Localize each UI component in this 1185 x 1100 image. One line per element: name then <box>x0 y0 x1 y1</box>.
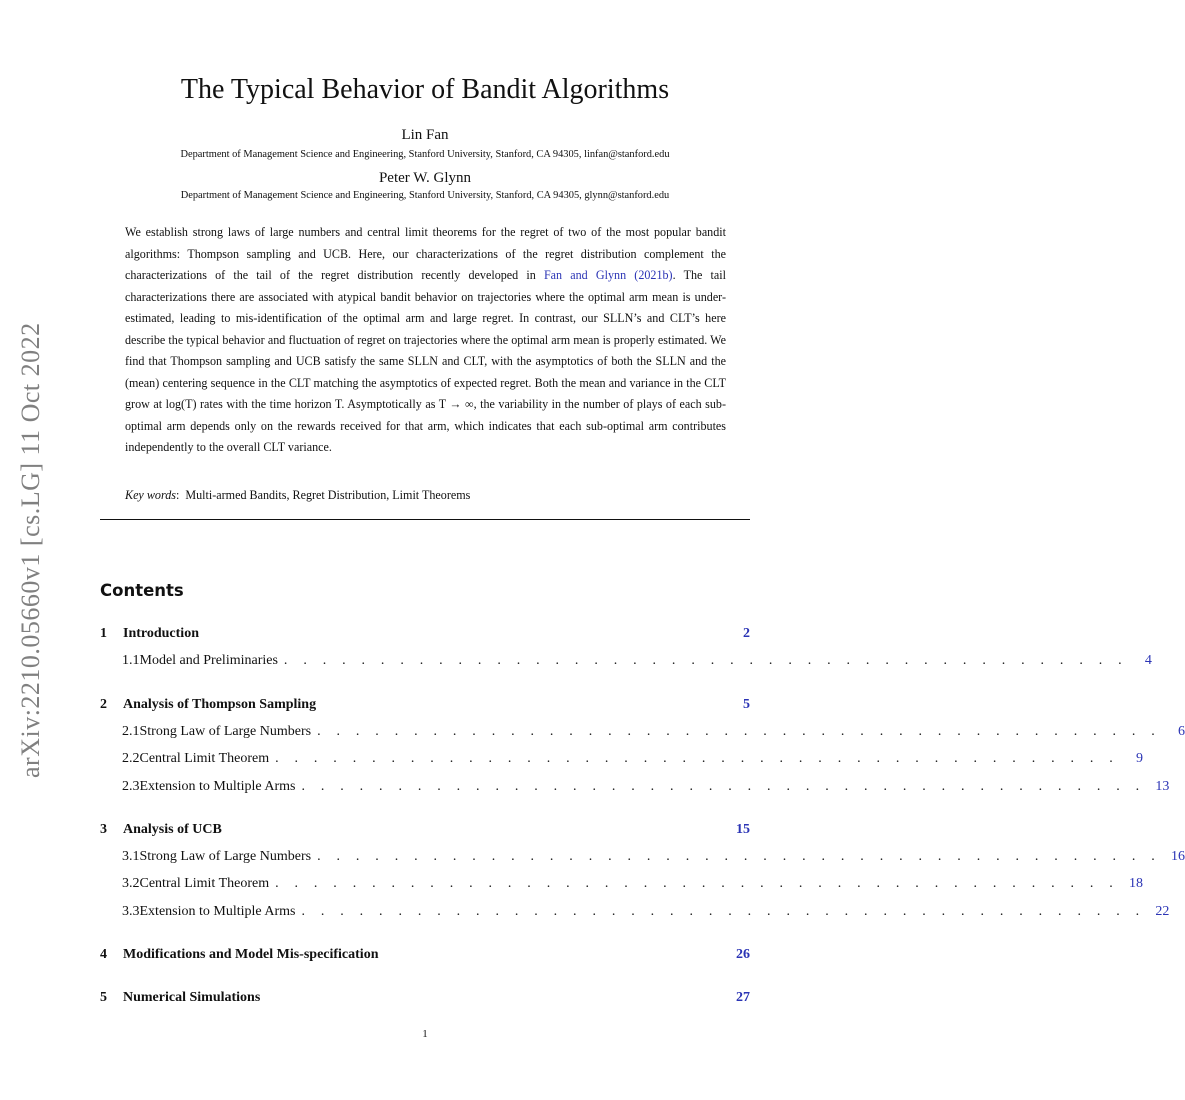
horizontal-rule <box>100 519 750 520</box>
toc-title: Extension to Multiple Arms <box>139 904 296 919</box>
toc-leader-dots: . . . . . . . . . . . . . . . . . . . . . . . . . . . . . . . . . . . . . . . . . . . . <box>301 904 1146 919</box>
toc-title: Modifications and Model Mis-specification <box>123 947 379 962</box>
toc-entry-2-1[interactable] <box>100 724 1185 744</box>
page-number: 1 <box>422 1028 428 1040</box>
keywords-label: Key words <box>125 488 176 502</box>
toc-page-link[interactable]: 9 <box>1136 751 1144 766</box>
toc-title: Model and Preliminaries <box>139 653 278 668</box>
toc-leader-dots: . . . . . . . . . . . . . . . . . . . . . . . . . . . . . . . . . . . . . . . . . . . . <box>317 849 1161 864</box>
toc-number: 3.1 <box>122 849 140 864</box>
toc-number: 3.3 <box>122 904 140 919</box>
toc-entry-1[interactable] <box>100 626 750 646</box>
toc-page-link[interactable]: 2 <box>743 626 750 641</box>
toc-entry-3[interactable] <box>100 822 750 842</box>
abstract-text-part2: . The tail characterizations there are associated with atypical bandit behavior on trajectories where the optimal arm mean is under-estimated, leading to mis-identification of the optimal arm and large regret. In contrast, our SLLN’s and CLT’s here describe the typical behavior and fluctuation of regret on trajectories where the optimal arm mean is properly estimated. We find that Thompson sampling and UCB satisfy the same SLLN and CLT, with the asymptotics of both the SLLN and the (mean) centering sequence in the CLT matching the asymptotics of expected regret. Both the mean and variance in the CLT grow at log(T) rates with the time horizon T. Asymptotically as T → ∞, the variability in the number of plays of each sub-optimal arm depends only on the rewards received for that arm, which indicates that each sub-optimal arm contributes independently to the overall CLT variance. <box>125 268 726 454</box>
toc-page-link[interactable]: 27 <box>736 990 750 1005</box>
toc-title: Analysis of UCB <box>123 822 222 837</box>
author-name-1: Lin Fan <box>401 127 449 143</box>
toc-number: 3.2 <box>122 876 140 891</box>
abstract-text-part1: We establish strong laws of large numbers and central limit theorems for the regret of two of the most popular bandit algorithms: Thompson sampling and UCB. Here, our characterizations of the regret distribution complement the characterizations of the tail of the regret distribution recently developed in <box>125 225 726 282</box>
toc-number: 4 <box>100 947 107 962</box>
toc-entry-4[interactable] <box>100 947 750 967</box>
toc-number: 1.1 <box>122 653 140 668</box>
toc-number: 1 <box>100 626 107 641</box>
toc-title: Central Limit Theorem <box>139 751 270 766</box>
toc-title: Introduction <box>123 626 199 641</box>
toc-number: 3 <box>100 822 107 837</box>
toc-page-link[interactable]: 4 <box>1144 653 1152 668</box>
toc-title: Strong Law of Large Numbers <box>139 724 312 739</box>
toc-entry-2-3[interactable] <box>100 779 1170 799</box>
toc-leader-dots: . . . . . . . . . . . . . . . . . . . . . . . . . . . . . . . . . . . . . . . . . . . . <box>301 779 1146 794</box>
paper-title: The Typical Behavior of Bandit Algorithms <box>180 74 670 105</box>
toc-title: Numerical Simulations <box>123 990 261 1005</box>
toc-number: 5 <box>100 990 107 1005</box>
toc-entry-2[interactable] <box>100 697 750 717</box>
keywords-text: Multi-armed Bandits, Regret Distribution, Limit Theorems <box>185 488 471 502</box>
keywords <box>125 488 726 503</box>
toc-entry-2-2[interactable] <box>100 751 1144 771</box>
citation-link[interactable]: Fan and Glynn (2021b) <box>543 268 673 282</box>
toc-number: 2.3 <box>122 779 140 794</box>
contents-heading: Contents <box>100 581 184 600</box>
toc-entry-5[interactable] <box>100 990 750 1010</box>
toc-entry-3-3[interactable] <box>100 904 1170 924</box>
toc-leader-dots: . . . . . . . . . . . . . . . . . . . . . . . . . . . . . . . . . . . . . . . . . . . . <box>275 876 1120 891</box>
toc-page-link[interactable]: 16 <box>1171 849 1185 864</box>
toc-title: Extension to Multiple Arms <box>139 779 296 794</box>
toc-page-link[interactable]: 13 <box>1155 779 1170 794</box>
author-affiliation-1: Department of Management Science and Engineering, Stanford University, Stanford, CA 94305, linfan@stanford.edu <box>180 149 670 160</box>
toc-number: 2.1 <box>122 724 140 739</box>
toc-number: 2.2 <box>122 751 140 766</box>
toc-number: 2 <box>100 697 107 712</box>
toc-page-link[interactable]: 15 <box>736 822 750 837</box>
author-name-2: Peter W. Glynn <box>378 170 472 186</box>
toc-entry-1-1[interactable] <box>100 653 1152 673</box>
author-affiliation-2: Department of Management Science and Engineering, Stanford University, Stanford, CA 94305, glynn@stanford.edu <box>180 190 670 201</box>
toc-page-link[interactable]: 22 <box>1155 904 1170 919</box>
toc-leader-dots: . . . . . . . . . . . . . . . . . . . . . . . . . . . . . . . . . . . . . . . . . . . . <box>275 751 1120 766</box>
toc-page-link[interactable]: 5 <box>743 697 750 712</box>
toc-page-link[interactable]: 26 <box>736 947 750 962</box>
toc-entry-3-2[interactable] <box>100 876 1144 896</box>
toc-page-link[interactable]: 18 <box>1129 876 1144 891</box>
toc-title: Strong Law of Large Numbers <box>139 849 312 864</box>
toc-leader-dots: . . . . . . . . . . . . . . . . . . . . . . . . . . . . . . . . . . . . . . . . . . . . <box>317 724 1161 739</box>
toc-title: Central Limit Theorem <box>139 876 270 891</box>
toc-entry-3-1[interactable] <box>100 849 1185 869</box>
abstract <box>125 222 726 459</box>
arxiv-identifier-stamp: arXiv:2210.05660v1 [cs.LG] 11 Oct 2022 <box>16 322 45 778</box>
toc-title: Analysis of Thompson Sampling <box>123 697 317 712</box>
keywords-separator: : <box>175 488 180 502</box>
toc-leader-dots: . . . . . . . . . . . . . . . . . . . . . . . . . . . . . . . . . . . . . . . . . . . . <box>283 653 1128 668</box>
toc-page-link[interactable]: 6 <box>1178 724 1185 739</box>
